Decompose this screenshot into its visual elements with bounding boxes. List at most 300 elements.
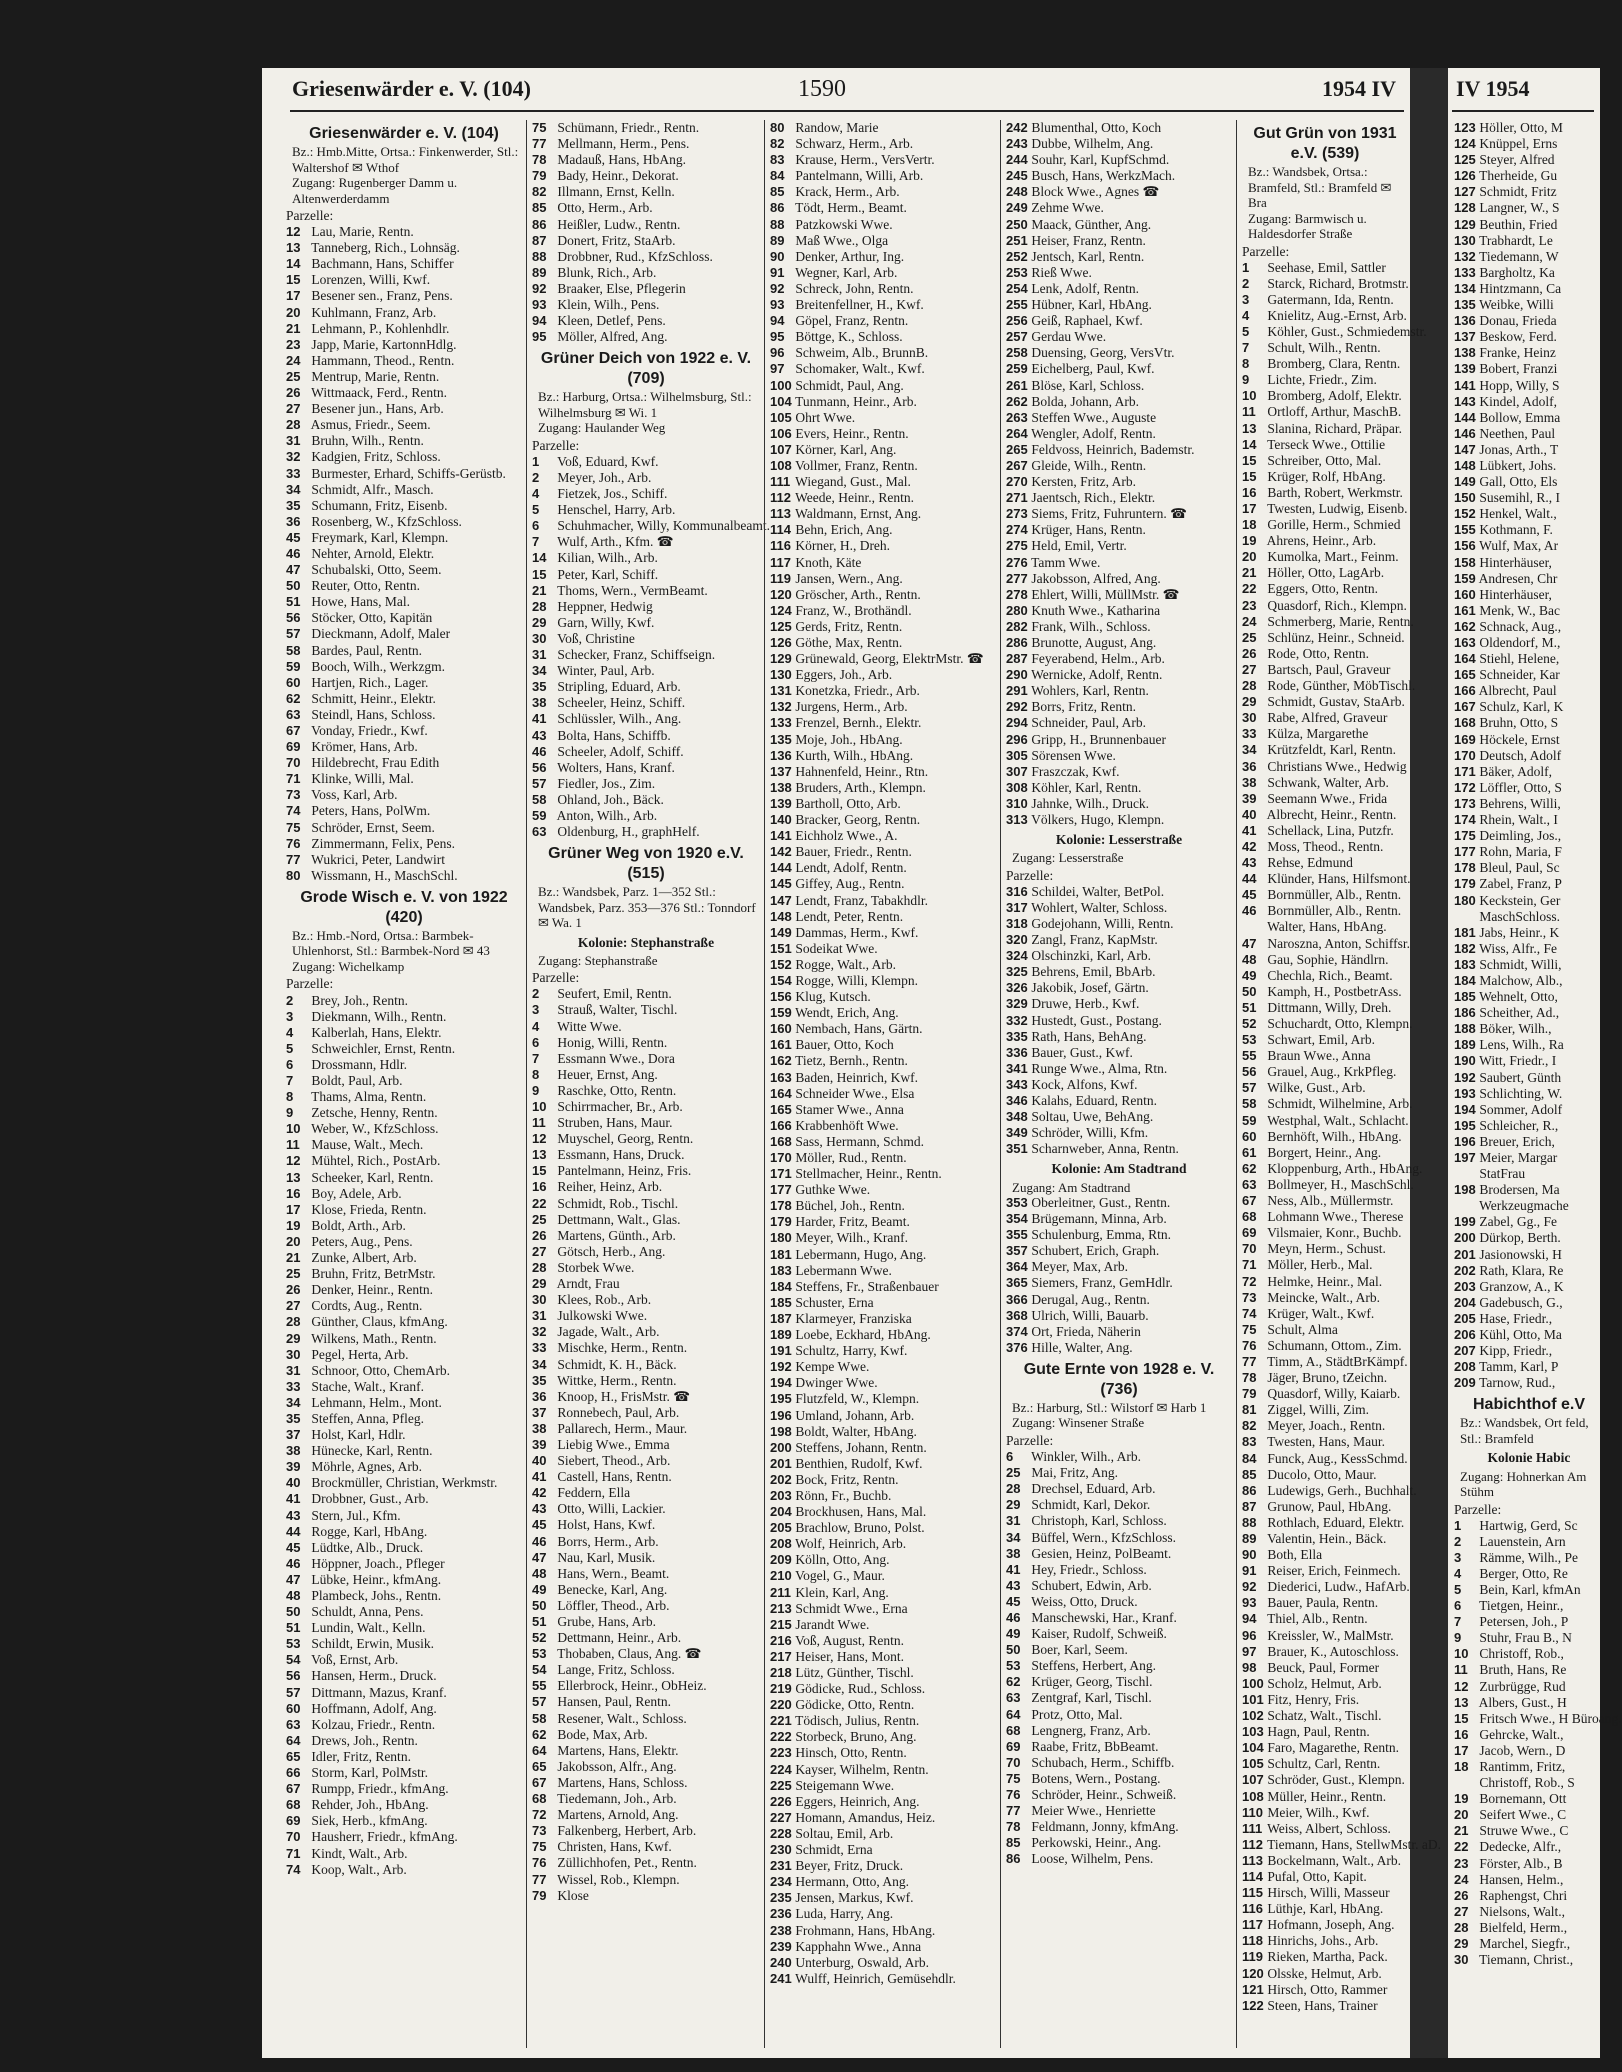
plot-number: 45 — [1006, 1593, 1021, 1609]
tenant-name: Bäker, Adolf, — [1476, 763, 1552, 779]
tenant-name: Klinke, Willi, Mal. — [308, 771, 414, 787]
tenant-name: Behn, Erich, Ang. — [792, 522, 893, 538]
plot-number: 318 — [1006, 916, 1028, 931]
tenant-name: Peter, Karl, Schiff. — [554, 566, 659, 582]
tenant-name: Schmidt, Gustav, StaArb. — [1264, 694, 1405, 710]
plot-number: 105 — [770, 409, 792, 425]
plot-number: 38 — [532, 695, 547, 711]
tenant-name: Burmester, Erhard, Schiffs-Gerüstb. — [308, 465, 506, 481]
tenant-name: Honig, Willi, Rentn. — [554, 1034, 668, 1050]
tenant-name: Kindel, Adolf, — [1476, 393, 1557, 409]
plot-number: 324 — [1006, 948, 1028, 964]
tenant-name: Hinsch, Otto, Rentn. — [792, 1745, 907, 1761]
directory-entry — [286, 1701, 522, 1717]
directory-entry — [532, 986, 760, 1002]
tenant-name: Boy, Adele, Arb. — [308, 1185, 402, 1201]
tenant-name: Lengnerg, Franz, Arb. — [1028, 1722, 1151, 1738]
plot-number: 231 — [770, 1858, 792, 1874]
plot-number: 27 — [532, 1243, 547, 1259]
directory-entry — [770, 812, 996, 828]
plot-number: 48 — [532, 1565, 547, 1581]
plot-number: 5 — [286, 1040, 294, 1056]
directory-entry — [286, 1459, 522, 1475]
directory-entry — [770, 603, 996, 619]
tenant-name: Schleicher, R., — [1476, 1117, 1559, 1133]
directory-entry — [770, 876, 996, 892]
tenant-name: Besener sen., Franz, Pens. — [308, 288, 453, 304]
directory-entry — [532, 1727, 760, 1743]
directory-entry — [1006, 1109, 1232, 1125]
plot-number: 85 — [532, 200, 547, 216]
plot-number: 81 — [1242, 1402, 1257, 1418]
plot-number: 192 — [1454, 1069, 1476, 1085]
tenant-name: Freymark, Karl, Klempn. — [308, 529, 449, 545]
plot-number: 38 — [286, 1443, 301, 1459]
tenant-name: Gödicke, Otto, Rentn. — [792, 1697, 915, 1713]
plot-number: 57 — [532, 1694, 547, 1710]
tenant-name: Schmitt, Heinr., Elektr. — [308, 690, 436, 706]
directory-entry — [286, 1266, 522, 1282]
directory-entry — [770, 1552, 996, 1568]
directory-entry — [286, 272, 522, 288]
plot-number: 152 — [1454, 506, 1476, 522]
tenant-name: Thiel, Alb., Rentn. — [1264, 1611, 1368, 1627]
directory-entry — [1454, 635, 1604, 651]
directory-entry — [1242, 1016, 1413, 1032]
tenant-name: Tiemann, Christ., — [1476, 1952, 1574, 1968]
plot-number: 261 — [1006, 377, 1028, 393]
directory-entry — [1242, 1338, 1408, 1354]
plot-number: 58 — [532, 1710, 547, 1726]
column-divider — [764, 120, 765, 2048]
directory-entry — [770, 1375, 996, 1391]
plot-number: 210 — [770, 1568, 792, 1584]
plot-number: 86 — [1006, 1851, 1021, 1867]
plot-number: 64 — [532, 1742, 547, 1758]
tenant-name: Bady, Heinr., Dekorat. — [554, 168, 679, 184]
directory-entry — [1242, 308, 1408, 324]
directory-entry — [286, 1186, 522, 1202]
directory-entry — [1242, 855, 1408, 871]
directory-entry — [532, 329, 760, 345]
plot-number: 78 — [532, 152, 547, 168]
directory-entry — [1006, 490, 1232, 506]
directory-entry — [770, 313, 996, 329]
plot-number: 7 — [532, 534, 540, 550]
directory-entry — [286, 1009, 522, 1025]
plot-number: 30 — [1242, 710, 1257, 726]
tenant-name: Dammas, Herm., Kwf. — [792, 924, 919, 940]
tenant-name: Ellerbrock, Heinr., ObHeiz. — [554, 1678, 707, 1694]
tenant-name: Bock, Fritz, Rentn. — [792, 1471, 899, 1487]
tenant-name: Schubert, Edwin, Arb. — [1028, 1577, 1152, 1593]
tenant-name: Rabe, Alfred, Graveur — [1264, 710, 1388, 726]
directory-entry — [532, 1855, 760, 1871]
directory-entry — [532, 454, 760, 470]
directory-entry — [286, 1057, 522, 1073]
directory-entry — [1006, 1125, 1232, 1141]
directory-entry — [1454, 394, 1604, 410]
tenant-name: Hirsch, Otto, Rammer — [1264, 1981, 1388, 1997]
directory-entry — [1454, 1679, 1604, 1695]
tenant-name: Krüger, Walt., Kwf. — [1264, 1305, 1375, 1321]
directory-entry — [770, 715, 996, 731]
association-meta: Zugang: Wichelkamp — [292, 958, 405, 974]
tenant-name: Jonas, Arth., T — [1476, 441, 1559, 457]
tenant-name: Schreiber, Otto, Mal. — [1264, 452, 1382, 468]
tenant-name: Schmidt, Erna — [792, 1842, 873, 1858]
directory-entry — [770, 1359, 996, 1375]
plot-number: 52 — [1242, 1016, 1257, 1031]
plot-number: 26 — [286, 1282, 301, 1298]
directory-entry — [1242, 839, 1408, 855]
directory-entry — [1242, 1048, 1408, 1064]
tenant-name: Holst, Karl, Hdlr. — [308, 1427, 406, 1443]
tenant-name: Drechsel, Eduard, Arb. — [1028, 1481, 1156, 1497]
tenant-name: Dettmann, Heinr., Arb. — [554, 1630, 682, 1646]
tenant-name: Martens, Günth., Arb. — [554, 1227, 676, 1243]
tenant-name: Jagade, Walt., Arb. — [554, 1324, 660, 1340]
directory-entry — [770, 490, 996, 506]
directory-entry — [1454, 1070, 1604, 1086]
directory-entry — [532, 486, 760, 502]
plot-number: 86 — [532, 216, 547, 232]
plot-number: 9 — [1454, 1630, 1462, 1646]
directory-entry — [770, 796, 996, 812]
plot-number: 6 — [1454, 1598, 1462, 1614]
tenant-name: Rothlach, Eduard, Elektr. — [1264, 1514, 1405, 1530]
directory-entry — [770, 1568, 996, 1584]
tenant-name: Körner, Karl, Ang. — [792, 441, 897, 457]
tenant-name: Hinterhäuser, — [1476, 554, 1552, 570]
plot-number: 354 — [1006, 1211, 1028, 1227]
directory-entry — [1006, 200, 1232, 216]
plot-number: 54 — [286, 1652, 301, 1668]
tenant-name: Klein, Karl, Ang. — [792, 1584, 889, 1600]
directory-entry — [1454, 329, 1604, 345]
tenant-name: Denker, Arthur, Ing. — [792, 248, 905, 264]
tenant-name: Bargholtz, Ka — [1476, 264, 1555, 280]
directory-entry — [1454, 1695, 1604, 1711]
directory-entry — [1242, 1306, 1408, 1322]
tenant-name: Voss, Karl, Arb. — [308, 787, 398, 803]
directory-entry — [770, 1826, 996, 1842]
directory-entry — [770, 699, 996, 715]
tenant-name: Anton, Wilh., Arb. — [554, 807, 658, 823]
plot-number: 156 — [770, 989, 792, 1005]
tenant-name: Donau, Frieda — [1476, 313, 1557, 329]
directory-entry — [532, 1357, 760, 1373]
plot-number: 12 — [1454, 1678, 1469, 1694]
directory-entry — [286, 1524, 522, 1540]
tenant-name: Lauenstein, Arn — [1476, 1533, 1566, 1549]
tenant-name: Lundin, Walt., Kelln. — [308, 1620, 426, 1636]
directory-entry — [1006, 1497, 1232, 1513]
plot-number: 16 — [1242, 484, 1257, 500]
plot-number: 96 — [770, 345, 785, 361]
plot-number: 88 — [532, 248, 547, 264]
directory-entry — [770, 1118, 996, 1134]
plot-number: 278 — [1006, 586, 1028, 602]
tenant-name: Bauer, Otto, Koch — [792, 1037, 894, 1053]
directory-entry — [1006, 571, 1232, 587]
tenant-name: Zangl, Franz, KapMstr. — [1028, 932, 1158, 948]
plot-number: 116 — [1242, 1901, 1263, 1917]
plot-number: 21 — [532, 582, 547, 598]
tenant-name: Neethen, Paul — [1476, 425, 1556, 441]
tenant-name: Rogge, Karl, HbAng. — [308, 1523, 428, 1539]
plot-number: 3 — [286, 1008, 294, 1024]
directory-entry — [770, 1504, 996, 1520]
directory-entry — [1242, 1949, 1408, 1965]
tenant-name: Ludewigs, Gerh., Buchhalt. — [1264, 1482, 1417, 1498]
directory-entry — [770, 522, 996, 538]
directory-entry — [770, 1279, 996, 1295]
parcel-label: Parzelle: — [286, 976, 334, 992]
directory-entry — [770, 1198, 996, 1214]
directory-entry — [1242, 485, 1408, 501]
plot-number: 28 — [1454, 1919, 1469, 1935]
tenant-name: Schuldt, Anna, Pens. — [308, 1604, 424, 1620]
plot-number: 136 — [1454, 313, 1476, 329]
directory-entry — [286, 1636, 522, 1652]
directory-entry — [1454, 1247, 1604, 1263]
plot-number: 28 — [286, 417, 301, 433]
directory-entry — [1454, 345, 1604, 361]
directory-entry — [770, 1810, 996, 1826]
plot-number: 243 — [1006, 136, 1028, 152]
plot-number: 57 — [286, 626, 301, 642]
tenant-name: Schlichting, W. — [1476, 1085, 1563, 1101]
plot-number: 84 — [1242, 1450, 1257, 1466]
plot-number: 111 — [1242, 1820, 1263, 1836]
plot-number: 128 — [1454, 200, 1476, 216]
directory-entry — [770, 1150, 996, 1166]
directory-entry — [1454, 361, 1604, 377]
plot-number: 227 — [770, 1809, 792, 1825]
tenant-name: Besener jun., Hans, Arb. — [308, 401, 444, 417]
plot-number: 94 — [1242, 1611, 1257, 1627]
directory-entry — [1454, 876, 1604, 892]
tenant-name: Franke, Heinz — [1476, 345, 1556, 361]
directory-entry — [532, 1614, 760, 1630]
directory-entry — [286, 1491, 522, 1507]
plot-number: 108 — [1242, 1788, 1264, 1804]
plot-number: 69 — [286, 739, 301, 755]
directory-entry — [286, 401, 522, 417]
tenant-name: Fietzek, Jos., Schiff. — [554, 486, 668, 502]
plot-number: 19 — [286, 1217, 301, 1233]
directory-entry — [770, 233, 996, 249]
tenant-name: Scheeler, Heinz, Schiff. — [554, 695, 686, 711]
tenant-name: Höller, Otto, M — [1476, 120, 1563, 135]
tenant-name: Jäger, Bruno, tZeichn. — [1264, 1370, 1388, 1386]
tenant-name: Schröder, Gust., Klempn. — [1264, 1772, 1405, 1788]
tenant-name: Reiher, Heinz, Arb. — [554, 1179, 663, 1195]
directory-entry — [770, 748, 996, 764]
plot-number: 185 — [770, 1294, 792, 1310]
directory-entry — [1454, 1791, 1604, 1807]
directory-entry — [286, 1137, 522, 1153]
tenant-name: Hansen, Paul, Rentn. — [554, 1694, 671, 1710]
tenant-name: Bromberg, Clara, Rentn. — [1264, 356, 1401, 372]
tenant-name: Vollmer, Franz, Rentn. — [792, 457, 918, 473]
tenant-name: Albrecht, Heinr., Rentn. — [1264, 806, 1397, 822]
plot-number: 65 — [532, 1758, 547, 1774]
association-meta: Zugang: Hohnerkan Am Stühm — [1460, 1468, 1587, 1499]
tenant-name: Kempe Wwe. — [792, 1359, 870, 1375]
directory-entry — [532, 1501, 760, 1517]
directory-entry — [770, 1182, 996, 1198]
directory-entry — [532, 1839, 760, 1855]
tenant-name: Homann, Amandus, Heiz. — [792, 1809, 936, 1825]
plot-number: 6 — [532, 518, 540, 534]
directory-entry — [532, 1308, 760, 1324]
tenant-name: Otto, Willi, Lackier. — [554, 1501, 666, 1517]
directory-entry — [532, 1260, 760, 1276]
directory-entry — [532, 1212, 760, 1228]
plot-number: 195 — [1454, 1117, 1476, 1133]
plot-number: 158 — [1454, 554, 1476, 570]
plot-number: 226 — [770, 1793, 792, 1809]
tenant-name: Rath, Hans, BehAng. — [1028, 1028, 1147, 1044]
plot-number: 296 — [1006, 731, 1028, 747]
plot-number: 175 — [1454, 828, 1476, 844]
association-title: Grüner Weg von 1920 e.V. (515) — [548, 845, 744, 883]
directory-entry — [1242, 1032, 1408, 1048]
plot-number: 200 — [770, 1439, 792, 1455]
tenant-name: Hartjen, Rich., Lager. — [308, 674, 429, 690]
directory-entry — [1242, 323, 1427, 340]
plot-number: 4 — [532, 1018, 540, 1034]
plot-number: 107 — [770, 441, 792, 457]
directory-entry — [1006, 699, 1232, 715]
directory-entry — [1006, 603, 1232, 619]
directory-entry — [1242, 1563, 1408, 1579]
tenant-name: Hans, Wern., Beamt. — [554, 1565, 670, 1581]
directory-entry — [1454, 136, 1604, 152]
tenant-name: Valentin, Hein., Bäck. — [1264, 1531, 1387, 1546]
plot-number: 35 — [532, 1372, 547, 1388]
plot-number: 2 — [286, 992, 294, 1008]
tenant-name: Hartwig, Gerd, Sc — [1476, 1517, 1578, 1533]
tenant-name: Bollmeyer, H., MaschSchl. — [1264, 1176, 1414, 1192]
directory-entry — [1242, 726, 1408, 742]
plot-number: 194 — [1454, 1101, 1476, 1117]
plot-number: 13 — [286, 240, 301, 256]
plot-number: 58 — [286, 642, 301, 658]
plot-number: 73 — [532, 1823, 547, 1839]
directory-entry — [1242, 1482, 1417, 1499]
directory-entry — [1242, 613, 1414, 630]
directory-entry — [1454, 1150, 1604, 1166]
plot-number: 11 — [1242, 404, 1256, 420]
tenant-name: Nembach, Hans, Gärtn. — [792, 1021, 923, 1037]
plot-number: 50 — [1006, 1642, 1021, 1658]
directory-entry — [1242, 1869, 1408, 1885]
directory-entry — [1454, 410, 1604, 426]
tenant-name: Knoop, H., FrisMstr. ☎ — [554, 1388, 691, 1404]
directory-entry — [770, 925, 996, 941]
plot-number: 15 — [532, 1163, 547, 1179]
tenant-name: Lange, Fritz, Schloss. — [554, 1662, 675, 1678]
tenant-name: Feldvoss, Heinrich, Bademstr. — [1028, 441, 1195, 457]
plot-number: 83 — [770, 152, 785, 168]
plot-number: 307 — [1006, 763, 1028, 779]
tenant-name: Bromberg, Adolf, Elektr. — [1264, 388, 1402, 404]
tenant-name: Ort, Frieda, Näherin — [1028, 1323, 1141, 1339]
directory-entry — [1454, 925, 1604, 941]
plot-number: 241 — [770, 1970, 792, 1986]
association-meta: Zugang: Am Stadtrand — [1012, 1179, 1131, 1195]
directory-entry — [1242, 1660, 1408, 1676]
plot-number: 189 — [770, 1327, 792, 1343]
plot-number: 4 — [532, 486, 540, 502]
directory-entry — [1454, 217, 1604, 233]
directory-entry — [1006, 980, 1232, 996]
plot-number: 199 — [1454, 1214, 1476, 1230]
plot-number: 113 — [1242, 1852, 1263, 1868]
tenant-name: Jakobsson, Alfred, Ang. — [1028, 570, 1161, 586]
directory-entry — [770, 1424, 996, 1440]
tenant-name: Braaker, Else, Pflegerin — [554, 280, 686, 296]
directory-entry — [532, 502, 760, 518]
directory-entry — [286, 546, 522, 562]
plot-number: 90 — [770, 248, 785, 264]
directory-entry — [770, 136, 996, 152]
plot-number: 10 — [1242, 388, 1257, 404]
directory-entry — [1454, 426, 1604, 442]
directory-entry — [1242, 517, 1408, 533]
plot-number: 9 — [532, 1082, 540, 1098]
plot-number: 19 — [1242, 533, 1257, 549]
tenant-name: Hopp, Willy, S — [1476, 377, 1560, 393]
tenant-name: Both, Ella — [1264, 1547, 1323, 1563]
tenant-name: Vonday, Friedr., Kwf. — [308, 723, 428, 738]
tenant-name: Resener, Walt., Schloss. — [554, 1710, 687, 1726]
directory-entry — [1454, 1263, 1604, 1279]
directory-entry — [532, 615, 760, 631]
tenant-name: Schumann, Ottom., Zim. — [1264, 1337, 1402, 1353]
tenant-name: Seufert, Emil, Rentn. — [554, 986, 672, 1002]
tenant-name: Steffens, Johann, Rentn. — [792, 1439, 927, 1455]
directory-entry — [770, 1214, 996, 1230]
tenant-name: Guthke Wwe. — [792, 1182, 871, 1198]
directory-entry — [1006, 587, 1232, 603]
plot-number: 190 — [1454, 1053, 1476, 1069]
plot-number: 201 — [1454, 1246, 1476, 1262]
directory-entry — [286, 1025, 522, 1041]
tenant-name: Schmerberg, Marie, Rentn. — [1264, 613, 1414, 629]
colony-heading: Kolonie Habic — [1487, 1450, 1571, 1466]
tenant-name: Blumenthal, Otto, Koch — [1028, 120, 1162, 135]
directory-entry — [1006, 1227, 1232, 1243]
directory-entry — [770, 1729, 996, 1745]
plot-number: 55 — [1242, 1048, 1257, 1064]
plot-number: 51 — [532, 1614, 547, 1629]
tenant-name: Zabel, Gg., Fe — [1476, 1214, 1557, 1230]
plot-number: 110 — [1242, 1804, 1263, 1820]
tenant-name: Jahnke, Wilh., Druck. — [1028, 795, 1150, 811]
plot-number: 2 — [1454, 1533, 1462, 1549]
tenant-name: Jaentsch, Rich., Elektr. — [1028, 490, 1156, 506]
plot-number: 205 — [770, 1520, 792, 1536]
plot-number: 23 — [1242, 597, 1257, 613]
plot-number: 57 — [1242, 1080, 1257, 1096]
plot-number: 308 — [1006, 779, 1028, 795]
plot-number: 138 — [1454, 345, 1476, 361]
plot-number: 34 — [532, 663, 547, 679]
